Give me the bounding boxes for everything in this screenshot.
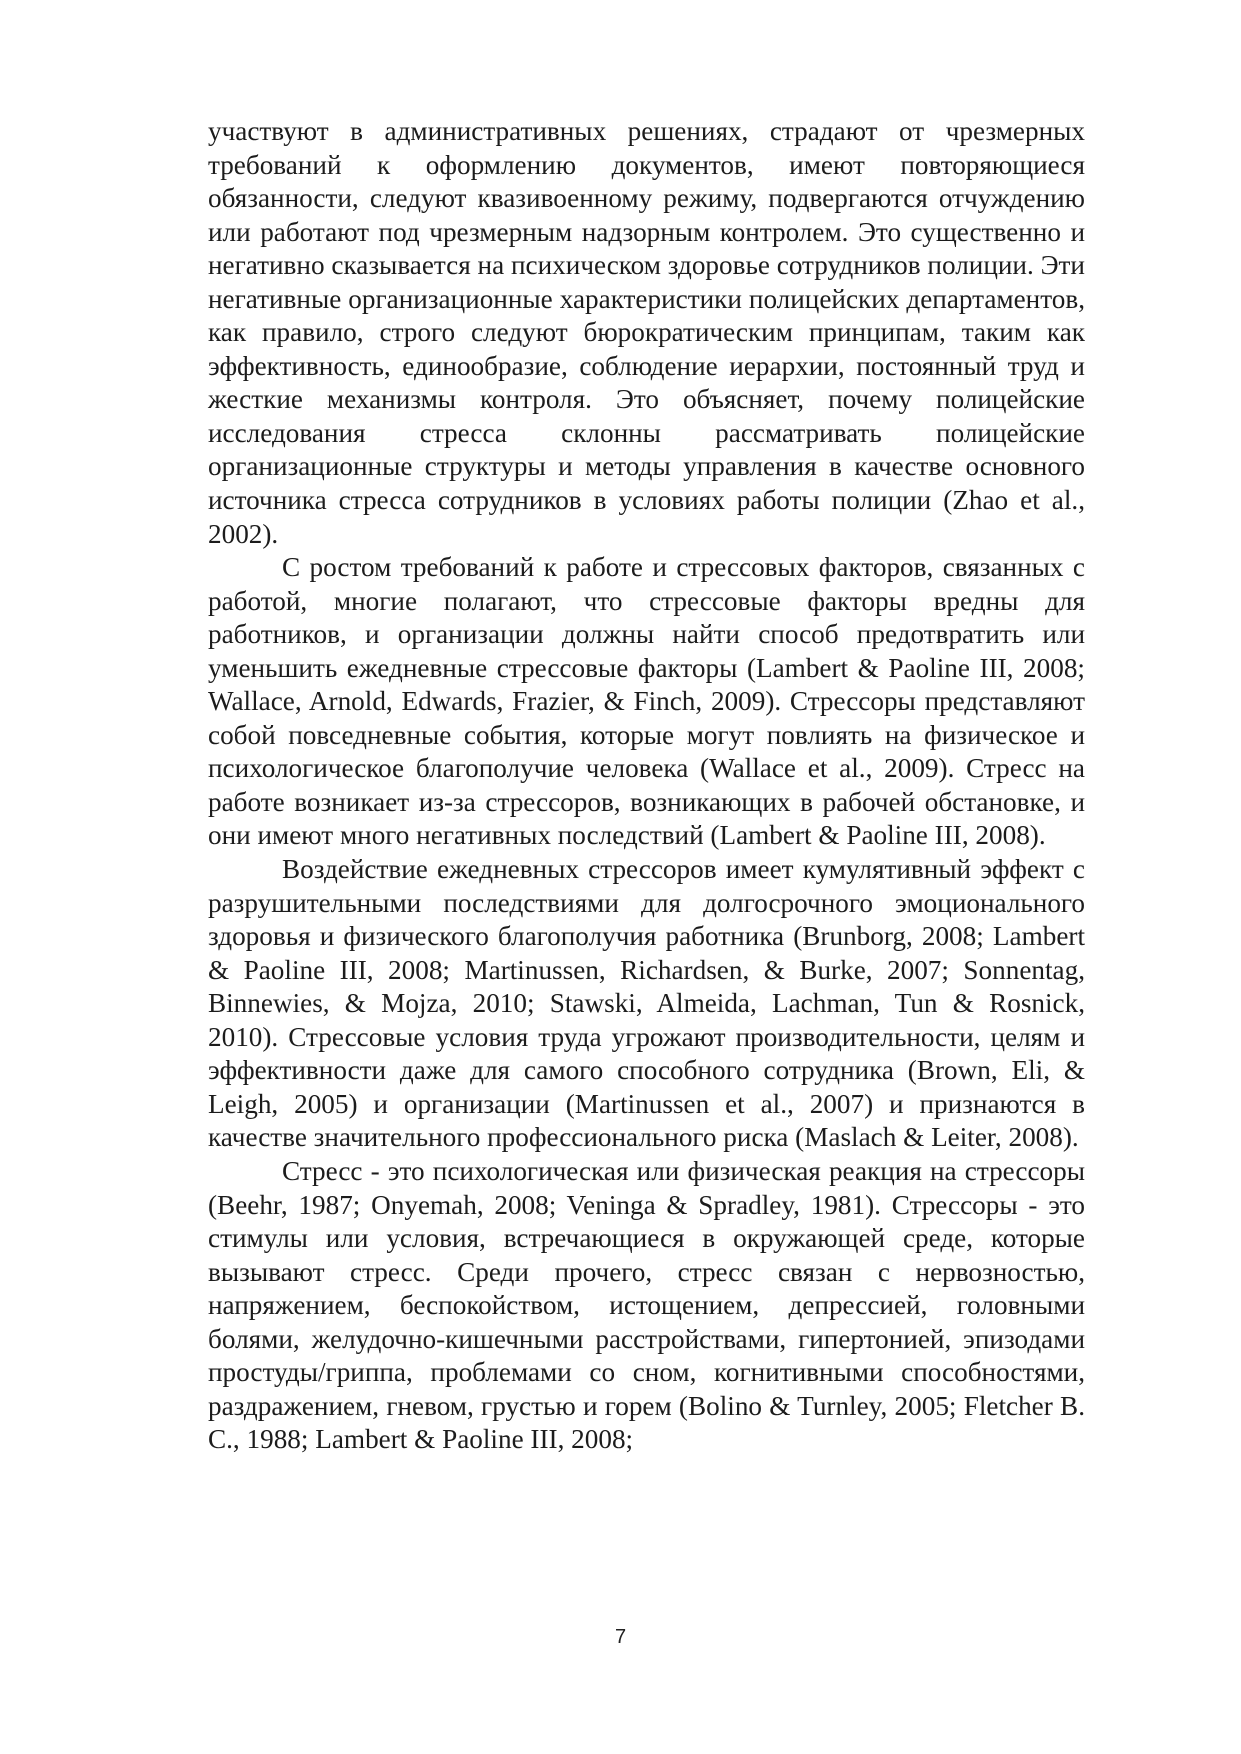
body-text [208, 115, 1085, 1457]
paragraph: Воздействие ежедневных стрессоров имеет кумулятивный эффект с разрушительными последствиями для долгосрочного эмоционального здоровья и физического благополучия работника (Brunborg, 2008; Lambert & Paoline III, 2008; Martinussen, Richardsen, & Burke, 2007; Sonnentag, Binnewies, & Mojza, 2010; Stawski, Almeida, Lachman, Tun & Rosnick, 2010). Стрессовые условия труда угрожают производительности, целям и эффективности даже для самого способного сотрудника (Brown, Eli, & Leigh, 2005) и организации (Martinussen et al., 2007) и признаются в качестве значительного профессионального риска (Maslach & Leiter, 2008). [208, 854, 1085, 1153]
paragraph-continued: участвуют в административных решениях, страдают от чрезмерных требований к оформлению документов, имеют повторяющиеся обязанности, следуют квазивоенному режиму, подвергаются отчуждению или работают под чрезмерным надзорным контролем. Это существенно и негативно сказывается на психическом здоровье сотрудников полиции. Эти негативные организационные характеристики полицейских департаментов, как правило, строго следуют бюрократическим принципам, таким как эффективность, единообразие, соблюдение иерархии, постоянный труд и жесткие механизмы контроля. Это объясняет, почему полицейские исследования стресса склонны рассматривать полицейские организационные структуры и методы управления в качестве основного источника стресса сотрудников в условиях работы полиции (Zhao et al., 2002). [208, 116, 1085, 549]
page-number: 7 [614, 1626, 627, 1648]
paragraph: С ростом требований к работе и стрессовых факторов, связанных с работой, многие полагают, что стрессовые факторы вредны для работников, и организации должны найти способ предотвратить или уменьшить ежедневные стрессовые факторы (Lambert & Paoline III, 2008; Wallace, Arnold, Edwards, Frazier, & Finch, 2009). Стрессоры представляют собой повседневные события, которые могут повлиять на физическое и психологическое благополучие человека (Wallace et al., 2009). Стресс на работе возникает из-за стрессоров, возникающих в рабочей обстановке, и они имеют много негативных последствий (Lambert & Paoline III, 2008). [208, 552, 1085, 851]
paragraph: Стресс - это психологическая или физическая реакция на стрессоры (Beehr, 1987; Onyemah, 2008; Veninga & Spradley, 1981). Стрессоры - это стимулы или условия, встречающиеся в окружающей среде, которые вызывают стресс. Среди прочего, стресс связан с нервозностью, напряжением, беспокойством, истощением, депрессией, головными болями, желудочно-кишечными расстройствами, гипертонией, эпизодами простуды/гриппа, проблемами со сном, когнитивными способностями, раздражением, гневом, грустью и горем (Bolino & Turnley, 2005; Fletcher B. C., 1988; Lambert & Paoline III, 2008; [208, 1155, 1085, 1455]
